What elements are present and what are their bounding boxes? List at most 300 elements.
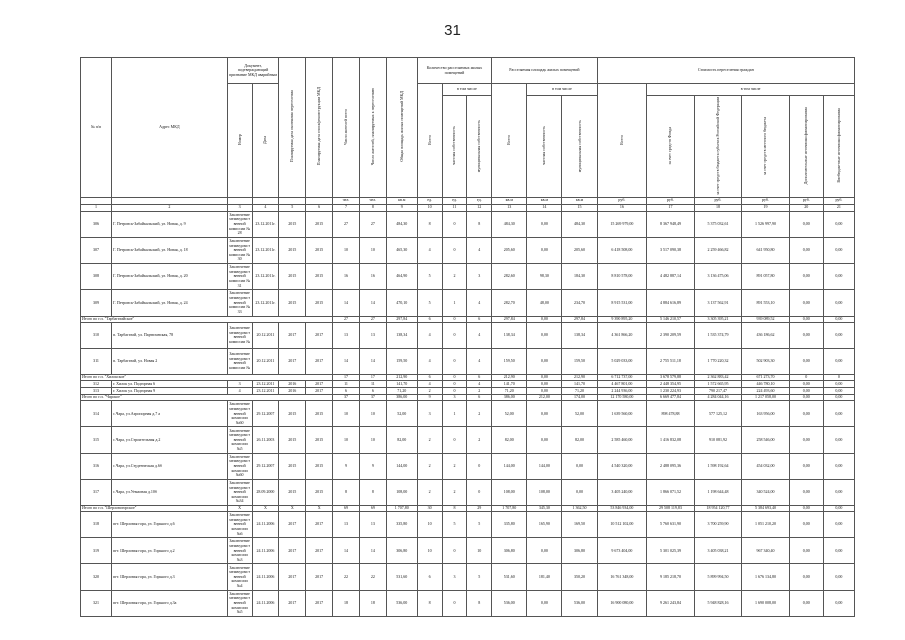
table-cell: 159,50 — [386, 348, 417, 374]
table-cell: 0,00 — [789, 453, 823, 479]
table-cell: 144,00 — [527, 453, 562, 479]
table-cell: п. Тарбагатай, ул. Новая 2 — [111, 348, 227, 374]
table-cell: 24.11.2006 — [252, 564, 279, 590]
column-number-cell: 7 — [333, 204, 360, 211]
table-cell: пгт. Шерловая гора, ул. Горького д.6 — [111, 512, 227, 538]
unit-cell: чел. — [359, 197, 386, 204]
table-cell: 2017 — [279, 512, 306, 538]
table-cell: 0,00 — [823, 538, 854, 564]
table-row — [81, 427, 855, 453]
table-cell: Заключение межведомственной комиссии №34 — [227, 479, 252, 505]
subtotal-cell: 6 — [467, 395, 492, 401]
table-cell: 2015 — [306, 290, 333, 316]
unit-cell — [252, 197, 279, 204]
table-cell: 138,34 — [386, 322, 417, 348]
header-area-including: в том числе — [527, 84, 597, 96]
table-cell: 2015 — [306, 237, 333, 263]
table-row — [81, 479, 855, 505]
unit-cell — [111, 197, 227, 204]
table-cell: 3 405 240,00 — [597, 479, 647, 505]
header-cost-including: в том числе — [647, 84, 855, 96]
table-cell: 2015 — [306, 427, 333, 453]
table-cell: 0,00 — [789, 264, 823, 290]
subtotal-cell: 6 669 477,84 — [647, 395, 695, 401]
table-cell: 0 — [442, 538, 467, 564]
table-cell: 0 — [442, 427, 467, 453]
table-cell: 82,00 — [562, 427, 597, 453]
header-doc-number: Номер — [227, 84, 252, 197]
subtotal-cell: 0 — [442, 375, 467, 381]
table-cell: 470,10 — [386, 290, 417, 316]
table-cell: 2016 — [279, 388, 306, 395]
table-cell: 454 032,00 — [742, 453, 790, 479]
table-cell: 2015 — [279, 427, 306, 453]
table-cell: 14 — [333, 348, 360, 374]
table-cell: 28.09.2000 — [252, 479, 279, 505]
column-number-cell: 2 — [111, 204, 227, 211]
table-cell: 464,90 — [386, 264, 417, 290]
header-cost-local: за счет средств местного бюджета — [742, 96, 790, 197]
table-cell: 144,00 — [492, 453, 527, 479]
table-cell: 1 676 134,80 — [742, 564, 790, 590]
subtotal-cell: 0,00 — [527, 316, 562, 322]
table-cell: 8 — [333, 479, 360, 505]
table-cell: 282,60 — [492, 264, 527, 290]
column-number-cell: 10 — [417, 204, 442, 211]
table-cell: 71,20 — [386, 388, 417, 395]
table-row — [81, 538, 855, 564]
table-cell: 10 — [417, 538, 442, 564]
table-cell: 2015 — [279, 211, 306, 237]
table-cell: 891 553,10 — [742, 290, 790, 316]
table-cell: 2 — [467, 401, 492, 427]
table-cell: 23.12.2011г. — [252, 264, 279, 290]
table-cell: 0,00 — [823, 590, 854, 616]
table-cell: 0,00 — [789, 512, 823, 538]
table-cell: 169,50 — [562, 512, 597, 538]
table-cell: 23.12.2011г. — [252, 237, 279, 263]
header-cost-fund: за счет средств Фонда — [647, 96, 695, 197]
table-cell: пгт. Шерловая гора, ул. Горького д.3 — [111, 564, 227, 590]
table-cell: 52,00 — [562, 401, 597, 427]
table-cell: 0 — [442, 381, 467, 388]
table-cell: 3 — [417, 401, 442, 427]
table-cell: 165,90 — [527, 512, 562, 538]
table-cell: 0,00 — [789, 427, 823, 453]
table-cell: 8 367 948,49 — [647, 211, 695, 237]
table-cell: 1 535 374,79 — [694, 322, 742, 348]
subtotal-cell: 1 707,80 — [386, 506, 417, 512]
column-number-cell: 12 — [467, 204, 492, 211]
table-cell: 5 948 828,16 — [694, 590, 742, 616]
table-cell: 3 136 475,06 — [694, 264, 742, 290]
column-number-cell: 13 — [492, 204, 527, 211]
table-cell: 5 375 032,61 — [694, 211, 742, 237]
unit-cell: кв.м — [527, 197, 562, 204]
table-cell: 0,00 — [823, 479, 854, 505]
column-number-cell: 21 — [823, 204, 854, 211]
table-cell: 0 — [467, 479, 492, 505]
table-cell: 0,00 — [789, 237, 823, 263]
table-cell: 306 — [81, 211, 112, 237]
table-cell: 5 — [467, 512, 492, 538]
unit-cell: руб. — [789, 197, 823, 204]
table-cell: 2 — [417, 427, 442, 453]
unit-cell — [81, 197, 112, 204]
table-cell: 4 540 320,00 — [597, 453, 647, 479]
table-cell: 0,00 — [527, 237, 562, 263]
table-cell: Заключение межведомственной комиссии № 28 — [227, 211, 252, 237]
table-cell: 0,00 — [789, 401, 823, 427]
table-cell: 446 780,10 — [742, 381, 790, 388]
table-cell: 2 259 466,82 — [694, 237, 742, 263]
table-cell: 10 — [359, 237, 386, 263]
table-cell: 2 585 460,00 — [597, 427, 647, 453]
table-cell: Заключение межведомственной комиссии № — [227, 348, 252, 374]
table-cell: 502 903,30 — [742, 348, 790, 374]
table-cell: 26.11.2003 — [252, 427, 279, 453]
units-row — [81, 197, 855, 204]
table-cell: 4 — [227, 388, 252, 395]
subtotal-cell: 27 — [333, 316, 360, 322]
unit-cell — [306, 197, 333, 204]
table-cell: 2015 — [306, 401, 333, 427]
table-cell: п. Тарбагатай, ул. Партизанская, 78 — [111, 322, 227, 348]
table-cell: 1 572 665,95 — [694, 381, 742, 388]
table-cell: 0,00 — [823, 564, 854, 590]
table-cell: 8 — [467, 590, 492, 616]
table-cell: 308 — [81, 264, 112, 290]
unit-cell: ед. — [467, 197, 492, 204]
table-cell: 2015 — [306, 453, 333, 479]
table-cell: 0,00 — [789, 348, 823, 374]
table-cell: 5 029 033,00 — [597, 348, 647, 374]
table-cell: 14 — [359, 290, 386, 316]
table-cell: 790 217,47 — [694, 388, 742, 395]
column-number-cell: 4 — [252, 204, 279, 211]
table-row — [81, 237, 855, 263]
subtotal-label: Итого по г.п. "Тарбагатайское" — [81, 316, 333, 322]
table-cell: 3 — [442, 564, 467, 590]
table-cell: 2015 — [279, 264, 306, 290]
table-cell: 29.12.2007 — [252, 453, 279, 479]
table-cell: 0 — [442, 237, 467, 263]
table-cell: 321 — [81, 590, 112, 616]
table-cell: 2017 — [279, 348, 306, 374]
unit-cell: кв.м — [492, 197, 527, 204]
subtotal-cell: 345,30 — [527, 506, 562, 512]
table-cell: 1 198 644,48 — [694, 479, 742, 505]
table-cell: 159,50 — [562, 348, 597, 374]
header-rooms-municipal: муниципальная собственность — [467, 96, 492, 197]
table-cell: 891 057,80 — [742, 264, 790, 290]
table-cell: 23.12.2011 — [252, 381, 279, 388]
table-cell: 14 — [359, 538, 386, 564]
table-cell: 0,00 — [562, 479, 597, 505]
table-cell: 13 — [359, 322, 386, 348]
subtotal-label: Итого по г.п. "Шерловогорское" — [81, 506, 228, 512]
table-cell: 6 — [417, 564, 442, 590]
header-planned-end-relocation: Планируемая дата окончания переселения — [279, 58, 306, 198]
table-cell: 141,70 — [492, 381, 527, 388]
table-cell: 2017 — [306, 564, 333, 590]
table-cell: 2 — [467, 388, 492, 395]
unit-cell — [279, 197, 306, 204]
table-cell: 2 244 936,00 — [597, 388, 647, 395]
table-cell: 0,00 — [823, 388, 854, 395]
subtotal-cell: 6 — [417, 316, 442, 322]
header-cost-group: Стоимость переселения граждан — [597, 58, 854, 84]
subtotal-cell: 212,90 — [562, 375, 597, 381]
table-cell: с.Чара, ул.Строительная д.2 — [111, 427, 227, 453]
table-cell: 306,80 — [562, 538, 597, 564]
unit-cell: чел. — [333, 197, 360, 204]
table-cell: 3 405 038,21 — [694, 538, 742, 564]
subtotal-cell: 3 678 579,88 — [647, 375, 695, 381]
table-cell: 0,00 — [823, 264, 854, 290]
table-cell: 2017 — [279, 564, 306, 590]
header-document-group: Документ, подтверждающий признание МКД аварийным — [227, 58, 279, 84]
table-cell: 10 — [333, 427, 360, 453]
table-cell: 4 467 801,00 — [597, 381, 647, 388]
table-cell: 52,00 — [492, 401, 527, 427]
table-cell: 1 770 220,32 — [694, 348, 742, 374]
table-cell: 24.11.2006 — [252, 538, 279, 564]
table-cell: 9 673 404,00 — [597, 538, 647, 564]
table-cell: 10 512 102,00 — [597, 512, 647, 538]
unit-cell — [227, 197, 252, 204]
header-row-1 — [81, 58, 855, 84]
table-cell: 4 482 887,14 — [647, 264, 695, 290]
unit-cell: руб. — [823, 197, 854, 204]
column-number-cell: 19 — [742, 204, 790, 211]
table-cell: 3 517 090,38 — [647, 237, 695, 263]
table-cell: с.Чара, ул.Студенческая д.6б — [111, 453, 227, 479]
subtotal-cell: 6 712 737,00 — [597, 375, 647, 381]
table-cell: 0,00 — [823, 453, 854, 479]
table-cell: 3 — [467, 264, 492, 290]
subtotal-cell: 5 146 210,57 — [647, 316, 695, 322]
subtotal-cell: 386,00 — [492, 395, 527, 401]
column-number-cell: 15 — [562, 204, 597, 211]
relocation-table — [80, 57, 855, 617]
subtotal-cell: 4 284 044,16 — [694, 395, 742, 401]
table-cell: 0,00 — [823, 512, 854, 538]
table-cell: пгт. Шерловая гора, ул. Горького д.3а — [111, 590, 227, 616]
table-cell: 4 — [417, 237, 442, 263]
table-cell: 1 526 997,90 — [742, 211, 790, 237]
table-cell: 234,70 — [562, 290, 597, 316]
header-rooms-including: в том числе — [442, 84, 492, 96]
subtotal-cell: 37 — [333, 395, 360, 401]
table-cell: 316 — [81, 453, 112, 479]
table-cell: 2017 — [306, 348, 333, 374]
table-cell: 314 — [81, 401, 112, 427]
table-cell: 0,00 — [527, 388, 562, 395]
table-cell: 1 230 224,93 — [647, 388, 695, 395]
subtotal-cell: 0 — [442, 316, 467, 322]
subtotal-label: Итого по г.п. "Хилокское" — [81, 375, 333, 381]
table-cell: 0,00 — [789, 290, 823, 316]
table-cell: 8 — [417, 590, 442, 616]
table-cell: Заключение межведомственной комиссии №6 — [227, 512, 252, 538]
table-cell: 967 340,40 — [742, 538, 790, 564]
table-cell: 144,00 — [386, 453, 417, 479]
header-total-living-area: Общая площадь жилых помещений МКД — [386, 58, 417, 198]
subtotal-cell: X — [227, 506, 252, 512]
table-cell: 0,00 — [789, 381, 823, 388]
table-cell: 0,00 — [527, 381, 562, 388]
subtotal-cell: 29 — [467, 506, 492, 512]
subtotal-cell: 37 — [359, 395, 386, 401]
table-cell: 24.11.2006 — [252, 512, 279, 538]
header-cost-total: Всего — [597, 84, 647, 197]
unit-cell: руб. — [694, 197, 742, 204]
table-cell: 2 — [467, 427, 492, 453]
table-cell: 4 — [467, 237, 492, 263]
table-cell: 3 — [227, 381, 252, 388]
table-cell: 108,00 — [492, 479, 527, 505]
table-cell: 1 866 071,52 — [647, 479, 695, 505]
table-cell: 1 690 008,00 — [742, 590, 790, 616]
table-cell: 11 — [359, 381, 386, 388]
table-cell: 0,00 — [789, 564, 823, 590]
column-number-cell: 5 — [279, 204, 306, 211]
unit-cell: кв.м — [386, 197, 417, 204]
column-number-cell: 20 — [789, 204, 823, 211]
table-cell: Заключение межведомственной комиссии №4 — [227, 564, 252, 590]
table-cell: 910 081,92 — [694, 427, 742, 453]
table-cell: 0,00 — [823, 427, 854, 453]
table-cell: 577 125,12 — [694, 401, 742, 427]
header-cost-additional: Дополнительные источники финансирования — [789, 96, 823, 197]
subtotal-cell: 0,00 — [823, 506, 854, 512]
table-cell: 205,60 — [562, 237, 597, 263]
table-cell: Заключение межведомственной комиссии №60 — [227, 401, 252, 427]
table-cell: 184,30 — [562, 264, 597, 290]
table-cell: 82,00 — [492, 427, 527, 453]
table-cell: 108,00 — [386, 479, 417, 505]
header-doc-date: Дата — [252, 84, 279, 197]
table-cell: 13 — [333, 512, 360, 538]
subtotal-cell: 27 — [359, 316, 386, 322]
table-cell: 4 — [417, 322, 442, 348]
table-row — [81, 348, 855, 374]
table-cell: 27 — [333, 211, 360, 237]
table-cell: 2 448 354,95 — [647, 381, 695, 388]
table-cell: 0,00 — [527, 401, 562, 427]
table-cell: 16 761 348,00 — [597, 564, 647, 590]
column-number-cell: 16 — [597, 204, 647, 211]
table-cell: Заключение межведомственной комиссии №60 — [227, 453, 252, 479]
subtotal-cell: 297,84 — [562, 316, 597, 322]
unit-cell: ед. — [442, 197, 467, 204]
unit-cell: руб. — [597, 197, 647, 204]
subtotal-cell: 297,84 — [386, 316, 417, 322]
table-cell: 20.12.2011 — [252, 348, 279, 374]
table-cell: 16 — [359, 264, 386, 290]
table-cell: 10 — [359, 401, 386, 427]
table-cell: 1 — [442, 290, 467, 316]
table-cell: 11 — [333, 381, 360, 388]
table-cell: 4 — [467, 348, 492, 374]
table-cell: 23.12.2011г. — [252, 211, 279, 237]
table-cell: 27 — [359, 211, 386, 237]
table-cell: 0,00 — [823, 211, 854, 237]
table-cell: 159,50 — [492, 348, 527, 374]
table-cell: 307 — [81, 237, 112, 263]
table-cell: 2017 — [279, 538, 306, 564]
unit-cell: кв.м — [562, 197, 597, 204]
table-cell: 4 361 866,20 — [597, 322, 647, 348]
table-cell: 5 — [442, 512, 467, 538]
table-cell: 13 — [333, 322, 360, 348]
subtotal-cell: 671 273,70 — [742, 375, 790, 381]
table-cell: Заключение межведомственной комиссии №3 — [227, 538, 252, 564]
table-cell: 48,00 — [527, 290, 562, 316]
subtotal-cell: 5 384 693,40 — [742, 506, 790, 512]
table-cell: 14 — [333, 290, 360, 316]
header-area-total: Всего — [492, 84, 527, 197]
table-cell: 2016 — [279, 381, 306, 388]
column-number-cell: 14 — [527, 204, 562, 211]
table-cell: 0,00 — [562, 453, 597, 479]
table-cell: пгт. Шерловая гора, ул. Горького д.2 — [111, 538, 227, 564]
table-cell: 10 — [333, 237, 360, 263]
table-row — [81, 264, 855, 290]
table-row — [81, 512, 855, 538]
subtotal-cell: 17 — [359, 375, 386, 381]
table-cell: 4 884 616,89 — [647, 290, 695, 316]
table-cell: 536,00 — [492, 590, 527, 616]
table-cell: 898 478,88 — [647, 401, 695, 427]
subtotal-cell: X — [279, 506, 306, 512]
table-cell: 4 — [467, 322, 492, 348]
subtotal-cell: 12 170 580,00 — [597, 395, 647, 401]
table-cell: 82,00 — [386, 427, 417, 453]
table-cell: Г. Петровск-Забайкальский, ул. Новая, д. 24 — [111, 290, 227, 316]
table-row — [81, 453, 855, 479]
subtotal-cell: 9 390 895,20 — [597, 316, 647, 322]
table-cell: 306,80 — [492, 538, 527, 564]
header-area-municipal: муниципальная собственность — [562, 96, 597, 197]
table-cell: 2017 — [279, 590, 306, 616]
table-cell: 0 — [442, 348, 467, 374]
table-row — [81, 388, 855, 395]
table-cell: 138,34 — [492, 322, 527, 348]
table-cell: Г. Петровск-Забайкальский, ул. Новая, д. 18 — [111, 237, 227, 263]
table-cell: 2015 — [306, 264, 333, 290]
table-cell: 18 — [359, 590, 386, 616]
subtotal-cell: 69 — [359, 506, 386, 512]
table-cell: 16 — [333, 264, 360, 290]
table-cell: 10 — [417, 512, 442, 538]
table-cell: 0,00 — [527, 322, 562, 348]
table-cell: 8 915 531,00 — [597, 290, 647, 316]
column-number-cell: 6 — [306, 204, 333, 211]
column-number-cell: 9 — [386, 204, 417, 211]
table-cell: 258 546,00 — [742, 427, 790, 453]
table-cell: с.Чара, ул.Уемаоная д.10б — [111, 479, 227, 505]
table-cell: 484,30 — [562, 211, 597, 237]
table-cell: 163 956,00 — [742, 401, 790, 427]
table-cell: 317 — [81, 479, 112, 505]
table-cell: 0,00 — [527, 538, 562, 564]
table-cell: 536,00 — [386, 590, 417, 616]
table-cell: 2 — [417, 388, 442, 395]
table-row — [81, 211, 855, 237]
table-cell: 0,00 — [789, 388, 823, 395]
